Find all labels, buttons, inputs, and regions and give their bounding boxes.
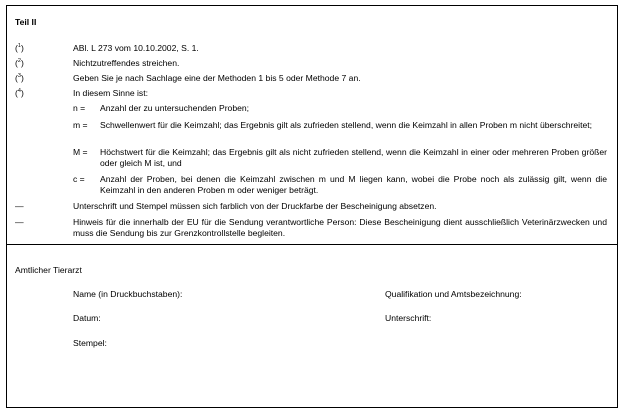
vet-section-title: Amtlicher Tierarzt	[15, 265, 82, 275]
dash-marker: —	[15, 201, 24, 211]
stamp-label: Stempel:	[73, 338, 107, 348]
footnote-marker: ($^4$)	[15, 88, 24, 98]
definition-text: Schwellenwert für die Keimzahl; das Ergebnis gilt als zufrieden stellend, wenn die Keimzahl in allen Proben m nicht überschreitet;	[100, 120, 593, 130]
footnote-text: Geben Sie je nach Sachlage eine der Methoden 1 bis 5 oder Methode 7 an.	[73, 73, 361, 83]
footnote-text: ABl. L 273 vom 10.10.2002, S. 1.	[73, 43, 199, 53]
footnote-text: Nichtzutreffendes streichen.	[73, 58, 180, 68]
definition-term: m =	[73, 120, 88, 130]
footnote-text: In diesem Sinne ist:	[73, 88, 148, 98]
dash-note-text: Unterschrift und Stempel müssen sich farblich von der Druckfarbe der Bescheinigung absetzen.	[73, 201, 437, 211]
footnote-marker: ($^2$)	[15, 58, 24, 68]
signature-label: Unterschrift:	[385, 313, 432, 323]
definition-term: M =	[73, 147, 88, 157]
name-label: Name (in Druckbuchstaben):	[73, 289, 183, 299]
official-veterinarian-section	[7, 245, 617, 407]
definition-term: c =	[73, 174, 85, 184]
definition-text: Anzahl der zu untersuchenden Proben;	[100, 103, 250, 113]
dash-marker: —	[15, 217, 24, 227]
certificate-frame	[6, 5, 618, 408]
dash-note-text: Hinweis für die innerhalb der EU für die Sendung verantwortliche Person: Diese Bescheinigung dient ausschließlich Veterinärzwecken und muss die Sendung bis zur Grenzkontrollstelle begleiten.	[73, 217, 607, 239]
part-two-section	[7, 6, 617, 245]
definition-text: Höchstwert für die Keimzahl; das Ergebnis gilt als nicht zufrieden stellend, wenn die Keimzahl in einer oder mehreren Proben größer oder gleich M ist, und	[100, 147, 607, 169]
definition-text: Anzahl der Proben, bei denen die Keimzahl zwischen m und M liegen kann, wobei die Probe noch als zulässig gilt, wenn die Keimzahl in den anderen Proben m oder weniger beträgt.	[100, 174, 607, 196]
footnote-marker: ($^3$)	[15, 73, 24, 83]
part-title: Teil II	[15, 17, 37, 27]
definition-term: n =	[73, 103, 86, 113]
footnote-marker: ($^1$)	[15, 43, 24, 53]
qualification-label: Qualifikation und Amtsbezeichnung:	[385, 289, 522, 299]
date-label: Datum:	[73, 313, 101, 323]
